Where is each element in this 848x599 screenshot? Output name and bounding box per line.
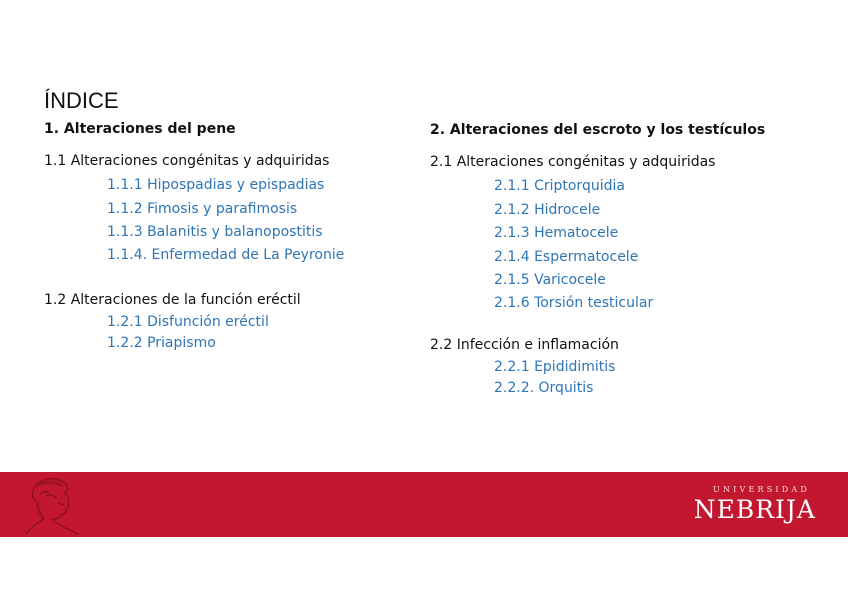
subsection-heading-1-1: 1.1 Alteraciones congénitas y adquiridas xyxy=(44,153,330,169)
toc-link-2-1-1[interactable]: 2.1.1 Criptorquidia xyxy=(494,178,625,194)
toc-link-1-1-4[interactable]: 1.1.4. Enfermedad de La Peyronie xyxy=(107,247,345,263)
toc-link-1-1-3[interactable]: 1.1.3 Balanitis y balanopostitis xyxy=(107,224,323,240)
toc-link-1-1-1[interactable]: 1.1.1 Hipospadias y epispadias xyxy=(107,177,325,193)
toc-link-2-1-4[interactable]: 2.1.4 Espermatocele xyxy=(494,249,639,265)
subsection-heading-2-2: 2.2 Infección e inflamación xyxy=(430,337,619,353)
footer-band xyxy=(0,472,848,537)
subsection-heading-1-2: 1.2 Alteraciones de la función eréctil xyxy=(44,292,301,308)
section-heading-1: 1. Alteraciones del pene xyxy=(44,121,236,137)
portrait-logo-icon xyxy=(22,474,88,536)
brand-university-label: UNIVERSIDAD xyxy=(713,485,810,494)
section-heading-2: 2. Alteraciones del escroto y los testículos xyxy=(430,122,766,138)
toc-link-1-1-2[interactable]: 1.1.2 Fimosis y parafimosis xyxy=(107,201,298,217)
toc-link-2-1-3[interactable]: 2.1.3 Hematocele xyxy=(494,225,619,241)
page-title: ÍNDICE xyxy=(44,88,119,113)
toc-link-1-2-2[interactable]: 1.2.2 Priapismo xyxy=(107,335,216,351)
toc-link-1-2-1[interactable]: 1.2.1 Disfunción eréctil xyxy=(107,314,269,330)
toc-link-2-2-2[interactable]: 2.2.2. Orquitis xyxy=(494,380,594,396)
brand-name-logo: NEBRIJA xyxy=(693,495,816,524)
toc-link-2-1-6[interactable]: 2.1.6 Torsión testicular xyxy=(494,295,654,311)
toc-link-2-1-2[interactable]: 2.1.2 Hidrocele xyxy=(494,202,601,218)
toc-link-2-1-5[interactable]: 2.1.5 Varicocele xyxy=(494,272,606,288)
toc-link-2-2-1[interactable]: 2.2.1 Epididimitis xyxy=(494,359,616,375)
subsection-heading-2-1: 2.1 Alteraciones congénitas y adquiridas xyxy=(430,154,716,170)
